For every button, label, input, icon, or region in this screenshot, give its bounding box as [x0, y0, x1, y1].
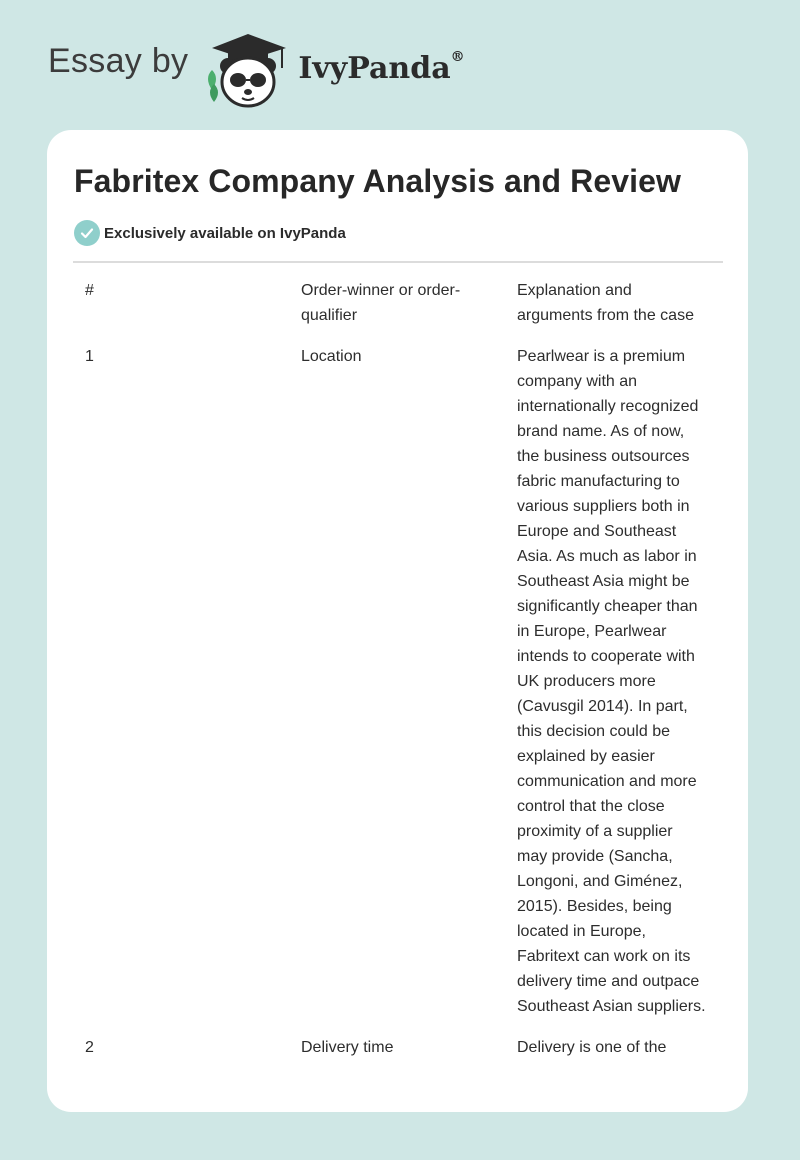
exclusive-badge: [74, 220, 346, 246]
check-icon: [74, 220, 100, 246]
essay-card: [47, 130, 748, 1112]
exclusive-badge-label: Exclusively available on IvyPanda: [104, 224, 346, 242]
essay-by-label: Essay by: [48, 41, 189, 80]
header-factor: Order-winner or order-qualifier: [301, 282, 461, 324]
row-number: 2: [85, 1039, 94, 1056]
table-row: [85, 344, 725, 1019]
table-row: [85, 1035, 725, 1060]
row-explanation: Pearlwear is a premium company with an internationally recognized brand name. As of now, the business outsources fabric manufacturing to various suppliers both in Europe and Southeast Asia. As much as labor in Southeast Asia might be significantly cheaper than in Europe, Pearlwear intends to cooperate with UK producers more (Cavusgil 2014). In part, this decision could be explained by easier communication and more control that the close proximity of a supplier may provide (Sancha, Longoni, and Giménez, 2015). Besides, being located in Europe, Fabritext can work on its delivery time and outpace Southeast Asian suppliers.: [517, 348, 706, 1015]
table-header-row: [85, 278, 725, 328]
row-factor: Delivery time: [301, 1039, 394, 1056]
divider: [73, 261, 723, 263]
row-explanation: Delivery is one of the: [517, 1039, 667, 1056]
header-explanation: Explanation and arguments from the case: [517, 282, 694, 324]
panda-logo-icon[interactable]: [202, 30, 294, 110]
row-factor: Location: [301, 348, 362, 365]
analysis-table: [85, 278, 725, 1076]
brand-name[interactable]: IvyPanda®: [298, 48, 465, 86]
page-title: Fabritex Company Analysis and Review: [74, 163, 682, 199]
site-header: [48, 30, 648, 110]
header-number: #: [85, 282, 94, 299]
row-number: 1: [85, 348, 94, 365]
